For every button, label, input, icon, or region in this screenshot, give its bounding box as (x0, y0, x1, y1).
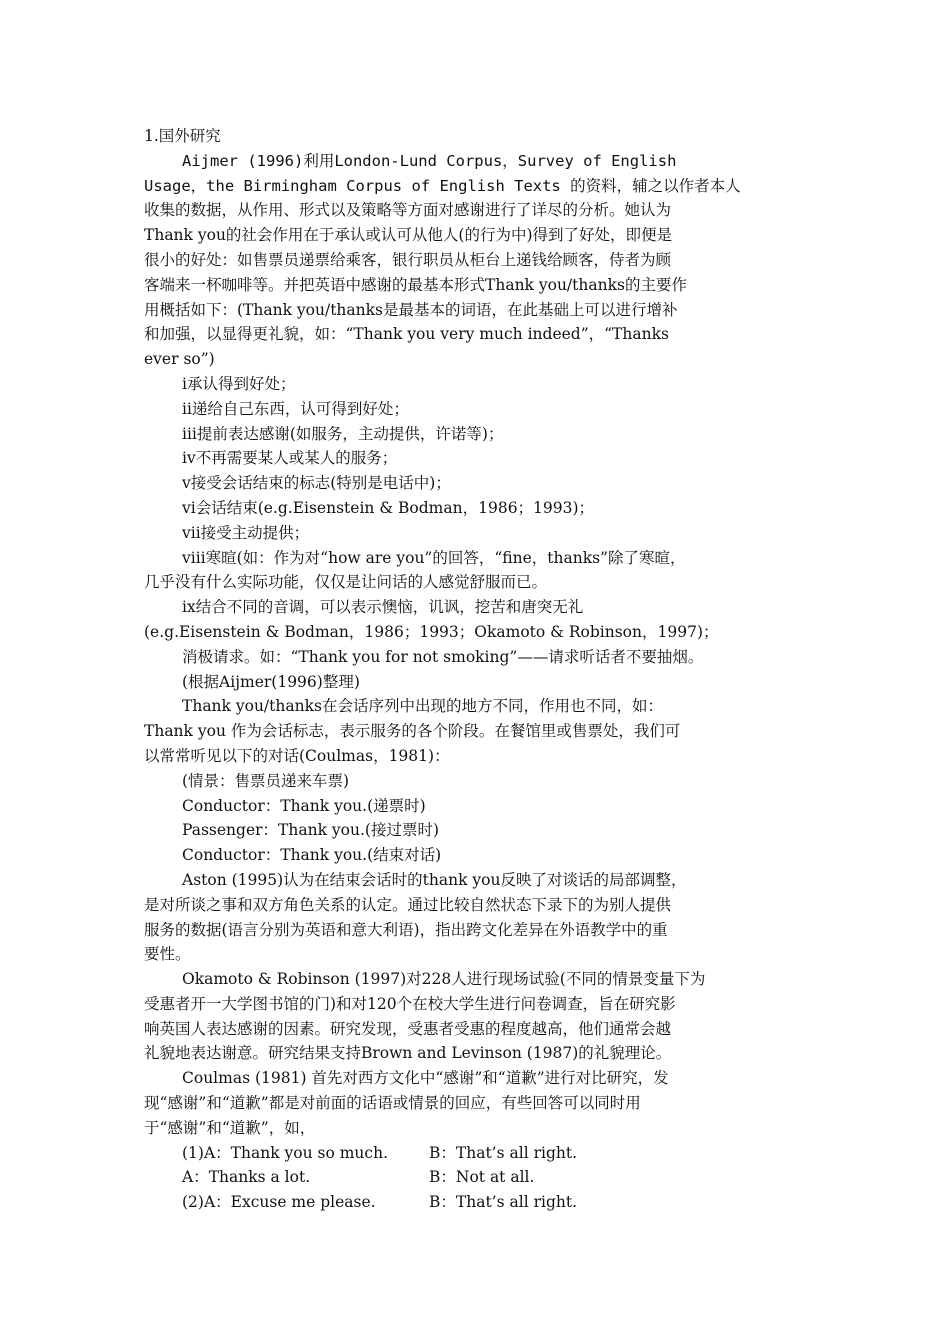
text-line: 用概括如下：(Thank you/thanks是最基本的词语，在此基础上可以进行增补 (144, 300, 678, 319)
document-body (144, 124, 812, 1215)
list-item: ⅴ接受会话结束的标志(特别是电话中)； (182, 474, 451, 493)
source-note: (根据Aijmer(1996)整理) (182, 672, 360, 691)
text-line: Aijmer (1996)利用London-Lund Corpus，Survey of English (182, 151, 677, 170)
section-heading: 1.国外研究 (144, 127, 221, 145)
list-item: ⅲ提前表达感谢(如服务，主动提供，许诺等)； (182, 424, 504, 443)
list-item: ⅶ接受主动提供； (182, 523, 310, 542)
text-line: Aston (1995)认为在结束会话时的thank you反映了对谈话的局部调整， (182, 870, 687, 889)
example-a: (1)A：Thank you so much. (182, 1143, 388, 1162)
list-item: ⅳ不再需要某人或某人的服务； (182, 449, 398, 468)
example-b: B：That’s all right. (429, 1193, 577, 1212)
example-a: A：Thanks a lot. (182, 1168, 311, 1187)
text-line: 收集的数据，从作用、形式以及策略等方面对感谢进行了详尽的分析。她认为 (144, 201, 672, 220)
text-line: 礼貌地表达谢意。研究结果支持Brown and Levinson (1987)的礼貌理论。 (144, 1044, 672, 1063)
text-line: 受惠者开一大学图书馆的门)和对120个在校大学生进行问卷调查，旨在研究影 (144, 994, 676, 1013)
dialogue-line: Conductor：Thank you.(递票时) (182, 796, 426, 815)
list-item: ⅷ寒暄(如：作为对“how are you”的回答，“fine，thanks”除了寒暄， (182, 548, 686, 567)
example-b: B：That’s all right. (429, 1143, 577, 1162)
text-line: Thank you/thanks在会话序列中出现的地方不同，作用也不同，如： (182, 697, 663, 716)
example-b: B：Not at all. (429, 1168, 535, 1187)
dialogue-block (144, 769, 812, 868)
list-item-continuation: (e.g.Eisenstein & Bodman，1986；1993；Okamoto & Robinson，1997)； (144, 622, 719, 641)
list-item: ⅰ承认得到好处； (182, 374, 296, 393)
functions-list (144, 372, 812, 694)
list-item: ⅱ递给自己东西，认可得到好处； (182, 399, 409, 418)
list-item: 消极请求。如：“Thank you for not smoking”——请求听话者不要抽烟。 (182, 647, 704, 666)
text-line: 很小的好处：如售票员递票给乘客，银行职员从柜台上递钱给顾客，侍者为顾 (144, 250, 672, 269)
dialogue-line: Passenger：Thank you.(接过票时) (182, 821, 439, 840)
dialogue-context: (情景：售票员递来车票) (182, 771, 350, 790)
text-line: 客端来一杯咖啡等。并把英语中感谢的最基本形式Thank you/thanks的主要作 (144, 275, 687, 294)
text-line: 和加强，以显得更礼貌，如：“Thank you very much indeed”，“Thanks (144, 325, 669, 344)
list-item-continuation: 几乎没有什么实际功能，仅仅是让问话的人感觉舒服而已。 (144, 573, 548, 592)
list-item: ⅸ结合不同的音调，可以表示懊恼，讥讽，挖苦和唐突无礼 (182, 598, 584, 617)
text-line: ever so”) (144, 350, 215, 369)
text-line: 是对所谈之事和双方角色关系的认定。通过比较自然状态下录下的为别人提供 (144, 895, 672, 914)
example-row (144, 1190, 812, 1215)
examples-block (144, 1141, 812, 1215)
example-row (144, 1141, 812, 1166)
paragraph-conversation-marker (144, 694, 812, 768)
text-line: Okamoto & Robinson (1997)对228人进行现场试验(不同的情景变量下为 (182, 970, 706, 989)
example-row (144, 1165, 812, 1190)
paragraph-aston (144, 868, 812, 967)
text-line: Thank you的社会作用在于承认或认可从他人(的行为中)得到了好处，即便是 (144, 226, 673, 245)
dialogue-line: Conductor：Thank you.(结束对话) (182, 846, 442, 865)
text-line: 服务的数据(语言分别为英语和意大利语)，指出跨文化差异在外语教学中的重 (144, 920, 668, 939)
paragraph-coulmas (144, 1066, 812, 1140)
text-line: 以常常听见以下的对话(Coulmas，1981)： (144, 746, 450, 765)
text-line: 现“感谢”和“道歉”都是对前面的话语或情景的回应，有些回答可以同时用 (144, 1094, 641, 1113)
list-item: ⅵ会话结束(e.g.Eisenstein & Bodman，1986；1993)； (182, 498, 595, 517)
text-line: Coulmas (1981) 首先对西方文化中“感谢”和“道歉”进行对比研究，发 (182, 1069, 669, 1088)
text-line: Thank you 作为会话标志，表示服务的各个阶段。在餐馆里或售票处，我们可 (144, 722, 681, 741)
text-line: 响英国人表达感谢的因素。研究发现，受惠者受惠的程度越高，他们通常会越 (144, 1019, 672, 1038)
text-line: 要性。 (144, 945, 191, 964)
example-a: (2)A：Excuse me please. (182, 1193, 376, 1212)
paragraph-aijmer (144, 149, 812, 372)
text-line: 于“感谢”和“道歉”，如， (144, 1118, 316, 1137)
paragraph-okamoto (144, 967, 812, 1066)
text-line: Usage，the Birmingham Corpus of English Texts 的资料，辅之以作者本人 (144, 176, 741, 195)
